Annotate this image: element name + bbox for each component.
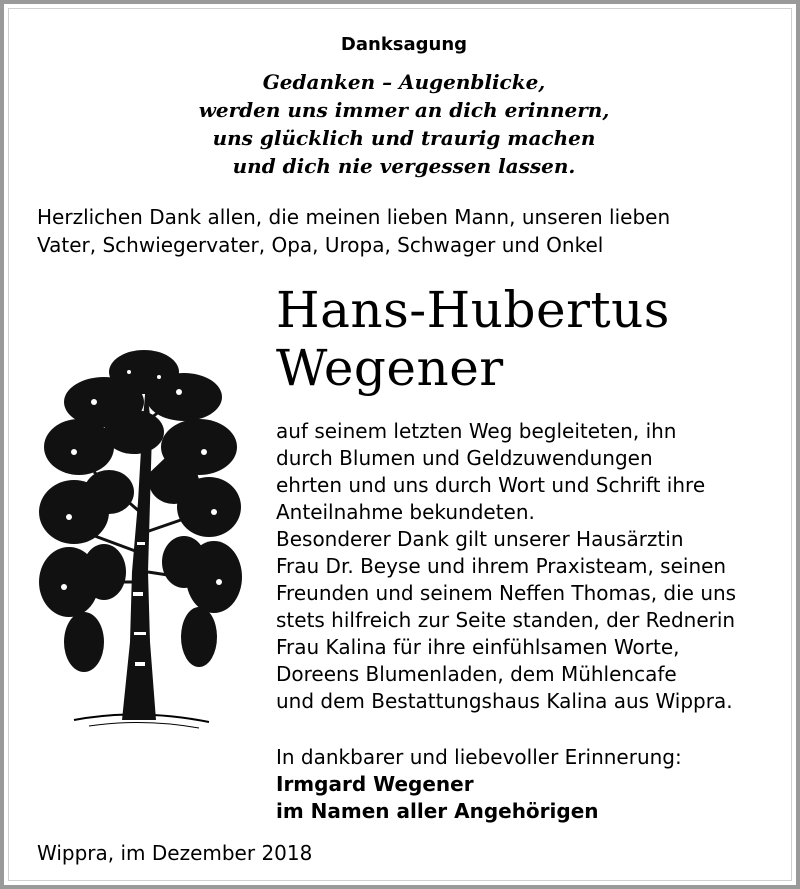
- poem: [4, 68, 800, 180]
- heading: Danksagung: [340, 34, 468, 55]
- body-line: Doreens Blumenladen, dem Mühlencafe: [276, 662, 677, 686]
- poem-line: Gedanken – Augenblicke,: [262, 70, 546, 94]
- body-line: stets hilfreich zur Seite standen, der Rednerin: [276, 608, 736, 632]
- closing: [276, 744, 796, 825]
- poem-line: uns glücklich und traurig machen: [212, 126, 596, 150]
- poem-line: und dich nie vergessen lassen.: [232, 154, 576, 178]
- body-text: [276, 418, 796, 715]
- body-line: Besonderer Dank gilt unserer Hausärztin: [276, 527, 684, 551]
- deceased-name: [276, 281, 670, 397]
- body-line: und dem Bestattungshaus Kalina aus Wippra.: [276, 689, 733, 713]
- closing-line: In dankbarer und liebevoller Erinnerung:: [276, 745, 682, 769]
- place-date: Wippra, im Dezember 2018: [37, 841, 313, 865]
- body-line: ehrten und uns durch Wort und Schrift ihre: [276, 473, 706, 497]
- name-line: Wegener: [276, 339, 504, 397]
- body-line: auf seinem letzten Weg begleiteten, ihn: [276, 419, 677, 443]
- intro-line: Herzlichen Dank allen, die meinen lieben Mann, unseren lieben: [37, 205, 671, 229]
- intro-line: Vater, Schwiegervater, Opa, Uropa, Schwager und Onkel: [37, 233, 604, 257]
- birch-tree-icon: [34, 342, 244, 742]
- body-line: Frau Kalina für ihre einfühlsamen Worte,: [276, 635, 680, 659]
- body-line: Frau Dr. Beyse und ihrem Praxisteam, seinen: [276, 554, 727, 578]
- intro-text: [37, 203, 797, 259]
- body-line: Freunden und seinem Neffen Thomas, die uns: [276, 581, 737, 605]
- poem-line: werden uns immer an dich erinnern,: [198, 98, 610, 122]
- signer-note: im Namen aller Angehörigen: [276, 799, 599, 823]
- name-line: Hans-Hubertus: [276, 281, 670, 339]
- body-line: durch Blumen und Geldzuwendungen: [276, 446, 653, 470]
- signer-name: Irmgard Wegener: [276, 772, 474, 796]
- body-line: Anteilnahme bekundeten.: [276, 500, 535, 524]
